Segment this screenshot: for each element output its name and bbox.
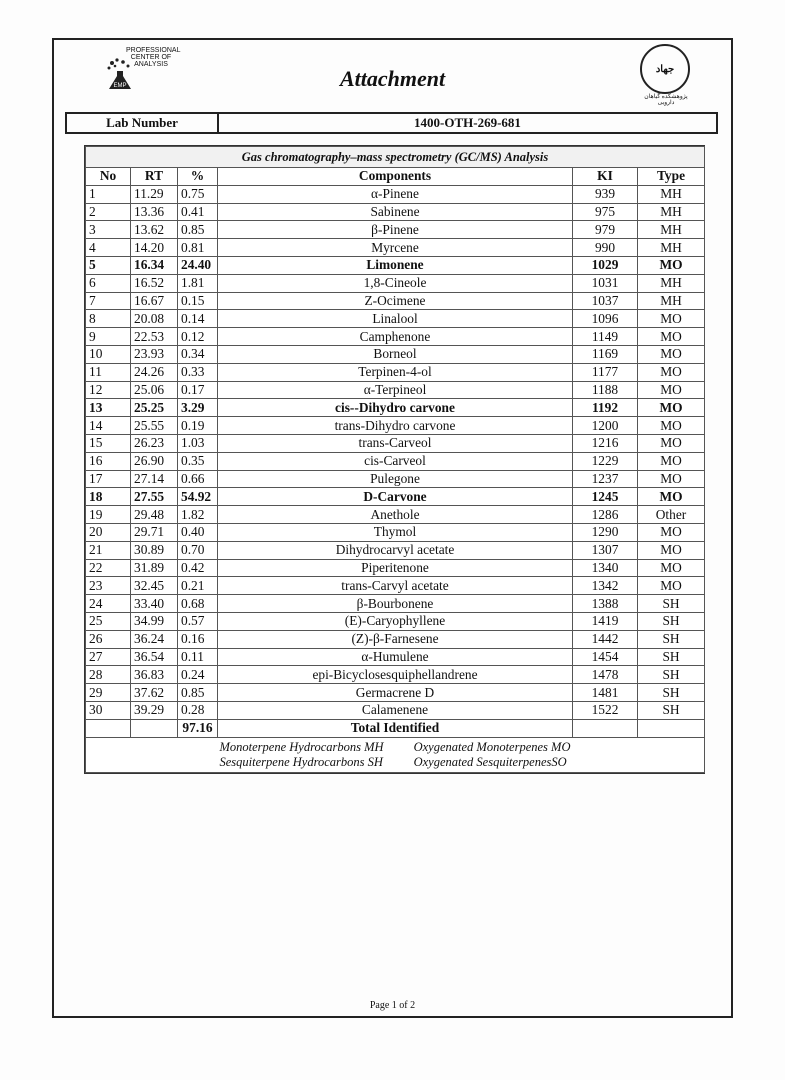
cell-percent: 1.81 — [178, 274, 218, 292]
cell-rt: 13.36 — [131, 203, 178, 221]
cell-percent: 0.85 — [178, 221, 218, 239]
cell-rt: 16.52 — [131, 274, 178, 292]
cell-ki: 979 — [573, 221, 638, 239]
cell-component: Camphenone — [218, 328, 573, 346]
cell-component: Germacrene D — [218, 684, 573, 702]
cell-no: 20 — [86, 523, 131, 541]
cell-type: SH — [638, 701, 705, 719]
col-header-ki: KI — [573, 168, 638, 186]
cell-rt: 32.45 — [131, 577, 178, 595]
table-row — [86, 684, 705, 702]
cell-percent: 0.81 — [178, 239, 218, 257]
cell-component: β-Pinene — [218, 221, 573, 239]
table-row — [86, 630, 705, 648]
cell-component: trans-Carvyl acetate — [218, 577, 573, 595]
legend-row — [86, 737, 705, 772]
table-row — [86, 363, 705, 381]
cell-ki: 975 — [573, 203, 638, 221]
table-row — [86, 612, 705, 630]
total-row — [86, 719, 705, 737]
cell-ki: 1177 — [573, 363, 638, 381]
total-label: Total Identified — [218, 719, 573, 737]
cell-no: 28 — [86, 666, 131, 684]
cell-ki: 1419 — [573, 612, 638, 630]
cell-type: MH — [638, 203, 705, 221]
table-row — [86, 541, 705, 559]
cell-percent: 54.92 — [178, 488, 218, 506]
cell-ki: 1245 — [573, 488, 638, 506]
cell-ki: 1340 — [573, 559, 638, 577]
cell-type: SH — [638, 595, 705, 613]
logo-line-2: CENTER OF — [130, 54, 172, 61]
cell-no: 13 — [86, 399, 131, 417]
cell-no: 25 — [86, 612, 131, 630]
cell-rt: 13.62 — [131, 221, 178, 239]
cell-component: trans-Carveol — [218, 434, 573, 452]
cell-rt: 27.55 — [131, 488, 178, 506]
table-row — [86, 506, 705, 524]
cell-ki: 1307 — [573, 541, 638, 559]
cell-component: α-Pinene — [218, 185, 573, 203]
cell-rt: 24.26 — [131, 363, 178, 381]
cell-no: 23 — [86, 577, 131, 595]
table-row — [86, 345, 705, 363]
cell-rt: 36.54 — [131, 648, 178, 666]
page-number: Page 1 of 2 — [369, 1000, 416, 1011]
cell-no: 14 — [86, 417, 131, 435]
table-row — [86, 666, 705, 684]
cell-type: MO — [638, 523, 705, 541]
cell-ki: 1342 — [573, 577, 638, 595]
cell-percent: 0.21 — [178, 577, 218, 595]
cell-type: SH — [638, 648, 705, 666]
cell-component: Calamenene — [218, 701, 573, 719]
cell-component: Dihydrocarvyl acetate — [218, 541, 573, 559]
cell-type: MH — [638, 185, 705, 203]
cell-ki: 1031 — [573, 274, 638, 292]
cell-component: Pulegone — [218, 470, 573, 488]
cell-rt: 29.48 — [131, 506, 178, 524]
cell-component: α-Terpineol — [218, 381, 573, 399]
cell-ki: 1522 — [573, 701, 638, 719]
cell-no: 4 — [86, 239, 131, 257]
cell-no: 18 — [86, 488, 131, 506]
cell-percent: 0.42 — [178, 559, 218, 577]
cell-no: 8 — [86, 310, 131, 328]
cell-percent: 0.66 — [178, 470, 218, 488]
col-header-type: Type — [638, 168, 705, 186]
cell-percent: 0.14 — [178, 310, 218, 328]
cell-percent: 24.40 — [178, 256, 218, 274]
lab-number-bar — [65, 112, 718, 134]
cell-ki: 990 — [573, 239, 638, 257]
cell-no: 5 — [86, 256, 131, 274]
cell-no: 10 — [86, 345, 131, 363]
cell-percent: 0.35 — [178, 452, 218, 470]
cell-rt: 37.62 — [131, 684, 178, 702]
cell-no: 22 — [86, 559, 131, 577]
cell-type: MO — [638, 577, 705, 595]
table-row — [86, 434, 705, 452]
cell-type: MO — [638, 417, 705, 435]
cell-rt: 25.25 — [131, 399, 178, 417]
cell-component: (Z)-β-Farnesene — [218, 630, 573, 648]
gcms-results-table — [84, 145, 705, 774]
cell-percent: 0.17 — [178, 381, 218, 399]
cell-type: MO — [638, 256, 705, 274]
col-header-pct: % — [178, 168, 218, 186]
cell-no: 11 — [86, 363, 131, 381]
cell-rt: 34.99 — [131, 612, 178, 630]
cell-component: 1,8-Cineole — [218, 274, 573, 292]
table-row — [86, 203, 705, 221]
cell-percent: 0.34 — [178, 345, 218, 363]
cell-type: MO — [638, 310, 705, 328]
cell-no: 29 — [86, 684, 131, 702]
cell-component: Terpinen-4-ol — [218, 363, 573, 381]
cell-ki: 1037 — [573, 292, 638, 310]
table-row — [86, 274, 705, 292]
cell-percent: 0.11 — [178, 648, 218, 666]
cell-rt: 33.40 — [131, 595, 178, 613]
cell-no: 21 — [86, 541, 131, 559]
cell-ki: 1442 — [573, 630, 638, 648]
cell-percent: 0.41 — [178, 203, 218, 221]
cell-component: Borneol — [218, 345, 573, 363]
table-row — [86, 452, 705, 470]
cell-ki: 1200 — [573, 417, 638, 435]
cell-ki: 1149 — [573, 328, 638, 346]
page-title: Attachment — [339, 66, 446, 91]
cell-percent: 0.28 — [178, 701, 218, 719]
cell-type: SH — [638, 684, 705, 702]
cell-type: SH — [638, 612, 705, 630]
total-percent: 97.16 — [178, 719, 218, 737]
cell-no: 7 — [86, 292, 131, 310]
logo-line-1: PROFESSIONAL — [126, 47, 181, 54]
cell-percent: 0.68 — [178, 595, 218, 613]
cell-type: MO — [638, 363, 705, 381]
cell-ki: 1478 — [573, 666, 638, 684]
cell-type: MO — [638, 541, 705, 559]
cell-rt: 20.08 — [131, 310, 178, 328]
cell-type: SH — [638, 666, 705, 684]
cell-percent: 0.33 — [178, 363, 218, 381]
cell-percent: 0.57 — [178, 612, 218, 630]
cell-no: 17 — [86, 470, 131, 488]
cell-type: MO — [638, 399, 705, 417]
table-row — [86, 239, 705, 257]
cell-percent: 3.29 — [178, 399, 218, 417]
table-row — [86, 577, 705, 595]
cell-type: MO — [638, 434, 705, 452]
cell-component: β-Bourbonene — [218, 595, 573, 613]
cell-ki: 939 — [573, 185, 638, 203]
cell-rt: 16.67 — [131, 292, 178, 310]
cell-rt: 25.55 — [131, 417, 178, 435]
cell-component: Z-Ocimene — [218, 292, 573, 310]
cell-component: cis--Dihydro carvone — [218, 399, 573, 417]
cell-type: Other — [638, 506, 705, 524]
cell-ki: 1286 — [573, 506, 638, 524]
table-row — [86, 488, 705, 506]
cell-rt: 26.90 — [131, 452, 178, 470]
table-header-row — [86, 168, 705, 186]
cell-ki: 1216 — [573, 434, 638, 452]
lab-number-value: 1400-OTH-269-681 — [414, 115, 521, 130]
cell-type: MO — [638, 488, 705, 506]
cell-rt: 11.29 — [131, 185, 178, 203]
table-row — [86, 256, 705, 274]
table-row — [86, 559, 705, 577]
legend-mh: Monoterpene Hydrocarbons MH — [219, 739, 384, 754]
cell-component: D-Carvone — [218, 488, 573, 506]
cell-no: 24 — [86, 595, 131, 613]
cell-rt: 14.20 — [131, 239, 178, 257]
cell-type: MH — [638, 292, 705, 310]
cell-no: 16 — [86, 452, 131, 470]
cell-rt: 27.14 — [131, 470, 178, 488]
table-row — [86, 648, 705, 666]
cell-rt: 39.29 — [131, 701, 178, 719]
cell-ki: 1029 — [573, 256, 638, 274]
cell-type: MH — [638, 239, 705, 257]
table-row — [86, 701, 705, 719]
cell-component: Thymol — [218, 523, 573, 541]
lab-number-label: Lab Number — [67, 114, 219, 132]
cell-percent: 0.70 — [178, 541, 218, 559]
col-header-rt: RT — [131, 168, 178, 186]
cell-ki: 1454 — [573, 648, 638, 666]
logo-badge: EMP — [113, 83, 127, 89]
cell-type: MH — [638, 221, 705, 239]
cell-rt: 31.89 — [131, 559, 178, 577]
cell-ki: 1169 — [573, 345, 638, 363]
table-row — [86, 221, 705, 239]
legend-mo: Oxygenated Monoterpenes MO — [413, 739, 571, 754]
cell-component: epi-Bicyclosesquiphellandrene — [218, 666, 573, 684]
cell-type: MO — [638, 345, 705, 363]
cell-ki: 1096 — [573, 310, 638, 328]
cell-type: MO — [638, 381, 705, 399]
table-row — [86, 399, 705, 417]
table-row — [86, 595, 705, 613]
logo-line-3: ANALYSIS — [134, 61, 168, 68]
cell-component: trans-Dihydro carvone — [218, 417, 573, 435]
cell-rt: 16.34 — [131, 256, 178, 274]
col-header-no: No — [86, 168, 131, 186]
cell-component: (E)-Caryophyllene — [218, 612, 573, 630]
cell-ki: 1229 — [573, 452, 638, 470]
table-row — [86, 185, 705, 203]
cell-component: Limonene — [218, 256, 573, 274]
legend-sh: Sesquiterpene Hydrocarbons SH — [219, 754, 383, 769]
cell-ki: 1237 — [573, 470, 638, 488]
cell-percent: 0.15 — [178, 292, 218, 310]
table-row — [86, 523, 705, 541]
cell-percent: 0.24 — [178, 666, 218, 684]
cell-ki: 1192 — [573, 399, 638, 417]
table-row — [86, 470, 705, 488]
cell-no: 6 — [86, 274, 131, 292]
cell-component: Myrcene — [218, 239, 573, 257]
cell-type: MO — [638, 470, 705, 488]
cell-rt: 36.24 — [131, 630, 178, 648]
cell-percent: 0.85 — [178, 684, 218, 702]
cell-percent: 0.75 — [178, 185, 218, 203]
cell-rt: 29.71 — [131, 523, 178, 541]
table-row — [86, 381, 705, 399]
cell-percent: 1.82 — [178, 506, 218, 524]
cell-rt: 23.93 — [131, 345, 178, 363]
cell-percent: 1.03 — [178, 434, 218, 452]
cell-type: MO — [638, 328, 705, 346]
table-row — [86, 292, 705, 310]
cell-rt: 36.83 — [131, 666, 178, 684]
cell-rt: 30.89 — [131, 541, 178, 559]
cell-component: Anethole — [218, 506, 573, 524]
cell-type: MH — [638, 274, 705, 292]
cell-component: α-Humulene — [218, 648, 573, 666]
cell-type: MO — [638, 559, 705, 577]
cell-no: 27 — [86, 648, 131, 666]
cell-ki: 1188 — [573, 381, 638, 399]
cell-percent: 0.40 — [178, 523, 218, 541]
cell-component: Piperitenone — [218, 559, 573, 577]
table-row — [86, 417, 705, 435]
seal-caption: پژوهشکده گیاهان دارویی — [644, 94, 688, 106]
legend-so: Oxygenated SesquiterpenesSO — [413, 754, 567, 769]
cell-no: 9 — [86, 328, 131, 346]
cell-percent: 0.19 — [178, 417, 218, 435]
cell-ki: 1290 — [573, 523, 638, 541]
cell-no: 26 — [86, 630, 131, 648]
cell-no: 12 — [86, 381, 131, 399]
cell-rt: 25.06 — [131, 381, 178, 399]
cell-no: 2 — [86, 203, 131, 221]
seal-icon: جهاد — [640, 44, 690, 94]
cell-component: Sabinene — [218, 203, 573, 221]
cell-no: 15 — [86, 434, 131, 452]
cell-no: 1 — [86, 185, 131, 203]
cell-type: SH — [638, 630, 705, 648]
cell-type: MO — [638, 452, 705, 470]
table-caption: Gas chromatography–mass spectrometry (GC/MS) Analysis — [86, 147, 705, 168]
table-row — [86, 328, 705, 346]
cell-component: cis-Carveol — [218, 452, 573, 470]
table-row — [86, 310, 705, 328]
cell-percent: 0.12 — [178, 328, 218, 346]
cell-ki: 1481 — [573, 684, 638, 702]
cell-rt: 26.23 — [131, 434, 178, 452]
cell-percent: 0.16 — [178, 630, 218, 648]
cell-no: 19 — [86, 506, 131, 524]
cell-rt: 22.53 — [131, 328, 178, 346]
col-header-components: Components — [218, 168, 573, 186]
cell-component: Linalool — [218, 310, 573, 328]
cell-no: 3 — [86, 221, 131, 239]
cell-ki: 1388 — [573, 595, 638, 613]
cell-no: 30 — [86, 701, 131, 719]
